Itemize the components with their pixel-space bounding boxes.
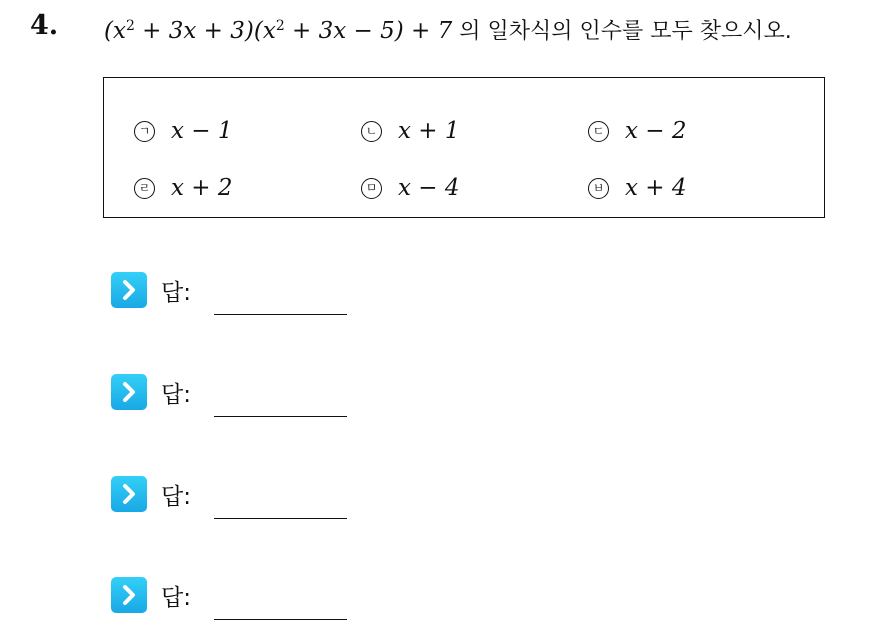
answer-row (111, 272, 371, 316)
answer-label: 답: (161, 280, 191, 306)
choice-text: x − 2 (625, 118, 687, 144)
answer-row (111, 577, 371, 621)
answer-input-line[interactable] (214, 416, 347, 417)
question-number: 4. (30, 10, 59, 41)
question-prompt: 의 일차식의 인수를 모두 찾으시오. (452, 19, 792, 44)
choice-text: x + 1 (398, 118, 460, 144)
choice-item[interactable] (361, 175, 460, 201)
answer-input-line[interactable] (214, 518, 347, 519)
expression-part: (x (104, 18, 126, 44)
chevron-right-icon (111, 476, 147, 512)
choice-text: x + 4 (625, 175, 687, 201)
answer-input-line[interactable] (214, 314, 347, 315)
expression-part: + 3x + 3)(x (134, 18, 276, 44)
choice-marker: ㅁ (361, 178, 382, 199)
answer-label: 답: (161, 585, 191, 611)
choice-item[interactable] (134, 175, 233, 201)
question-stem (104, 14, 792, 45)
answer-input-line[interactable] (214, 619, 347, 620)
chevron-right-icon (111, 374, 147, 410)
choice-item[interactable] (588, 118, 687, 144)
expression-exponent: 2 (275, 18, 285, 34)
chevron-right-icon (111, 272, 147, 308)
choice-text: x − 4 (398, 175, 460, 201)
question-expression (104, 18, 452, 44)
choice-marker: ㄷ (588, 121, 609, 142)
choice-marker: ㄹ (134, 178, 155, 199)
expression-part: + 3x − 5) + 7 (284, 18, 453, 44)
chevron-right-icon (111, 577, 147, 613)
expression-exponent: 2 (125, 18, 135, 34)
answer-row (111, 476, 371, 520)
choice-marker: ㅂ (588, 178, 609, 199)
answer-label: 답: (161, 484, 191, 510)
answer-row (111, 374, 371, 418)
answer-label: 답: (161, 382, 191, 408)
choice-text: x − 1 (171, 118, 233, 144)
choice-marker: ㄱ (134, 121, 155, 142)
choice-marker: ㄴ (361, 121, 382, 142)
choice-item[interactable] (588, 175, 687, 201)
choice-item[interactable] (361, 118, 460, 144)
choice-text: x + 2 (171, 175, 233, 201)
choices-box (103, 77, 825, 218)
choice-item[interactable] (134, 118, 233, 144)
